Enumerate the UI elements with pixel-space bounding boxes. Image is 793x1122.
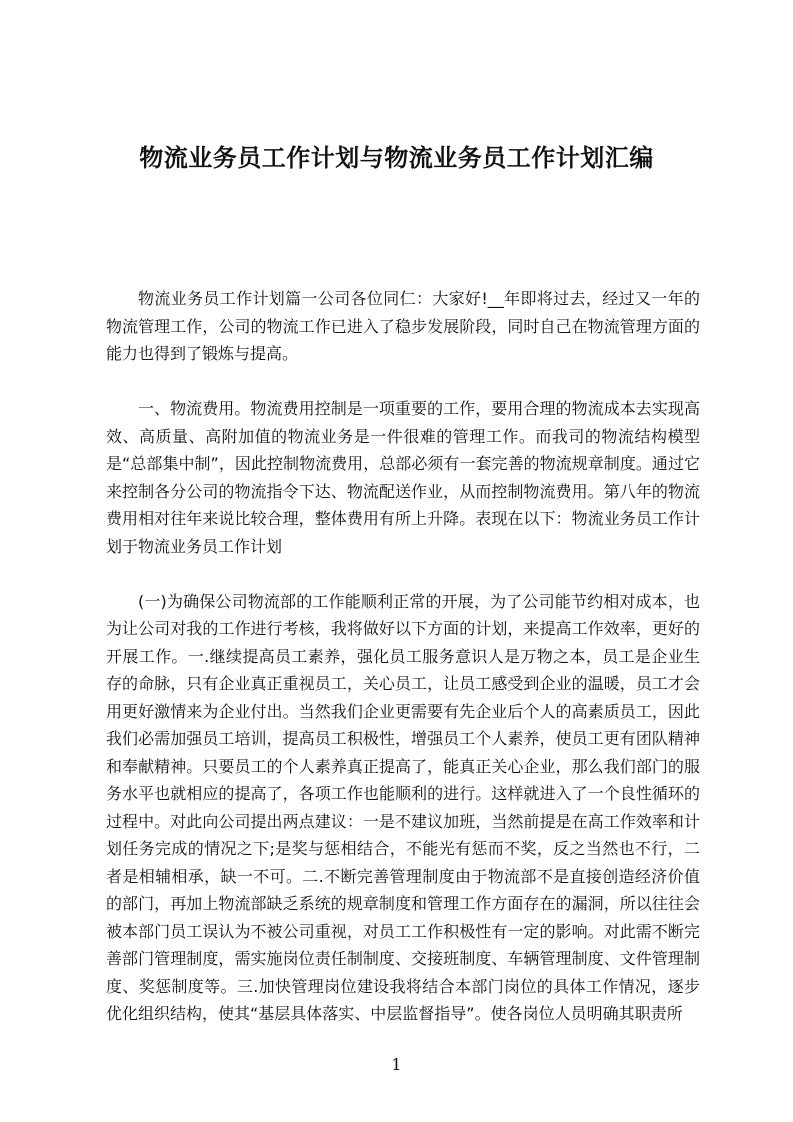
document-body <box>106 285 700 1055</box>
paragraph-intro: 物流业务员工作计划篇一公司各位同仁：大家好!__年即将过去，经过又一年的物流管理工作，公司的物流工作已进入了稳步发展阶段，同时自己在物流管理方面的能力也得到了锻炼与提高。 <box>106 289 700 363</box>
paragraph-logistics-cost: 一、物流费用。物流费用控制是一项重要的工作，要用合理的物流成本去实现高效、高质量、高附加值的物流业务是一件很难的管理工作。而我司的物流结构模型是“总部集中制”，因此控制物流费用，总部必须有一套完善的物流规章制度。通过它来控制各分公司的物流指令下达、物流配送作业，从而控制物流费用。第八年的物流费用相对往年来说比较合理，整体费用有所上升降。表现在以下：物流业务员工作计划于物流业务员工作计划 <box>106 399 700 556</box>
paragraph-work-plan: (一)为确保公司物流部的工作能顺利正常的开展，为了公司能节约相对成本，也为让公司对我的工作进行考核，我将做好以下方面的计划，来提高工作效率，更好的开展工作。一.继续提高员工素养，强化员工服务意识人是万物之本，员工是企业生存的命脉，只有企业真正重视员工，关心员工，让员工感受到企业的温暖，员工才会用更好激情来为企业付出。当然我们企业更需要有先企业后个人的高素质员工，因此我们必需加强员工培训，提高员工积极性，增强员工个人素养，使员工更有团队精神和奉献精神。只要员工的个人素养真正提高了，能真正关心企业，那么我们部门的服务水平也就相应的提高了，各项工作也能顺利的进行。这样就进入了一个良性循环的过程中。对此向公司提出两点建议：一是不建议加班，当然前提是在高工作效率和计划任务完成的情况之下;是奖与惩相结合，不能光有惩而不奖，反之当然也不行，二者是相辅相承，缺一不可。二.不断完善管理制度由于物流部不是直接创造经济价值的部门，再加上物流部缺乏系统的规章制度和管理工作方面存在的漏洞，所以往往会被本部门员工误认为不被公司重视，对员工工作积极性有一定的影响。对此需不断完善部门管理制度，需实施岗位责任制制度、交接班制度、车辆管理制度、文件管理制度、奖惩制度等。三.加快管理岗位建设我将结合本部门岗位的具体工作情况，逐步优化组织结构，使其“基层具体落实、中层监督指导”。使各岗位人员明确其职责所 <box>106 591 700 1023</box>
page-number: 1 <box>391 1055 402 1074</box>
document-title: 物流业务员工作计划与物流业务员工作计划汇编 <box>139 144 654 172</box>
